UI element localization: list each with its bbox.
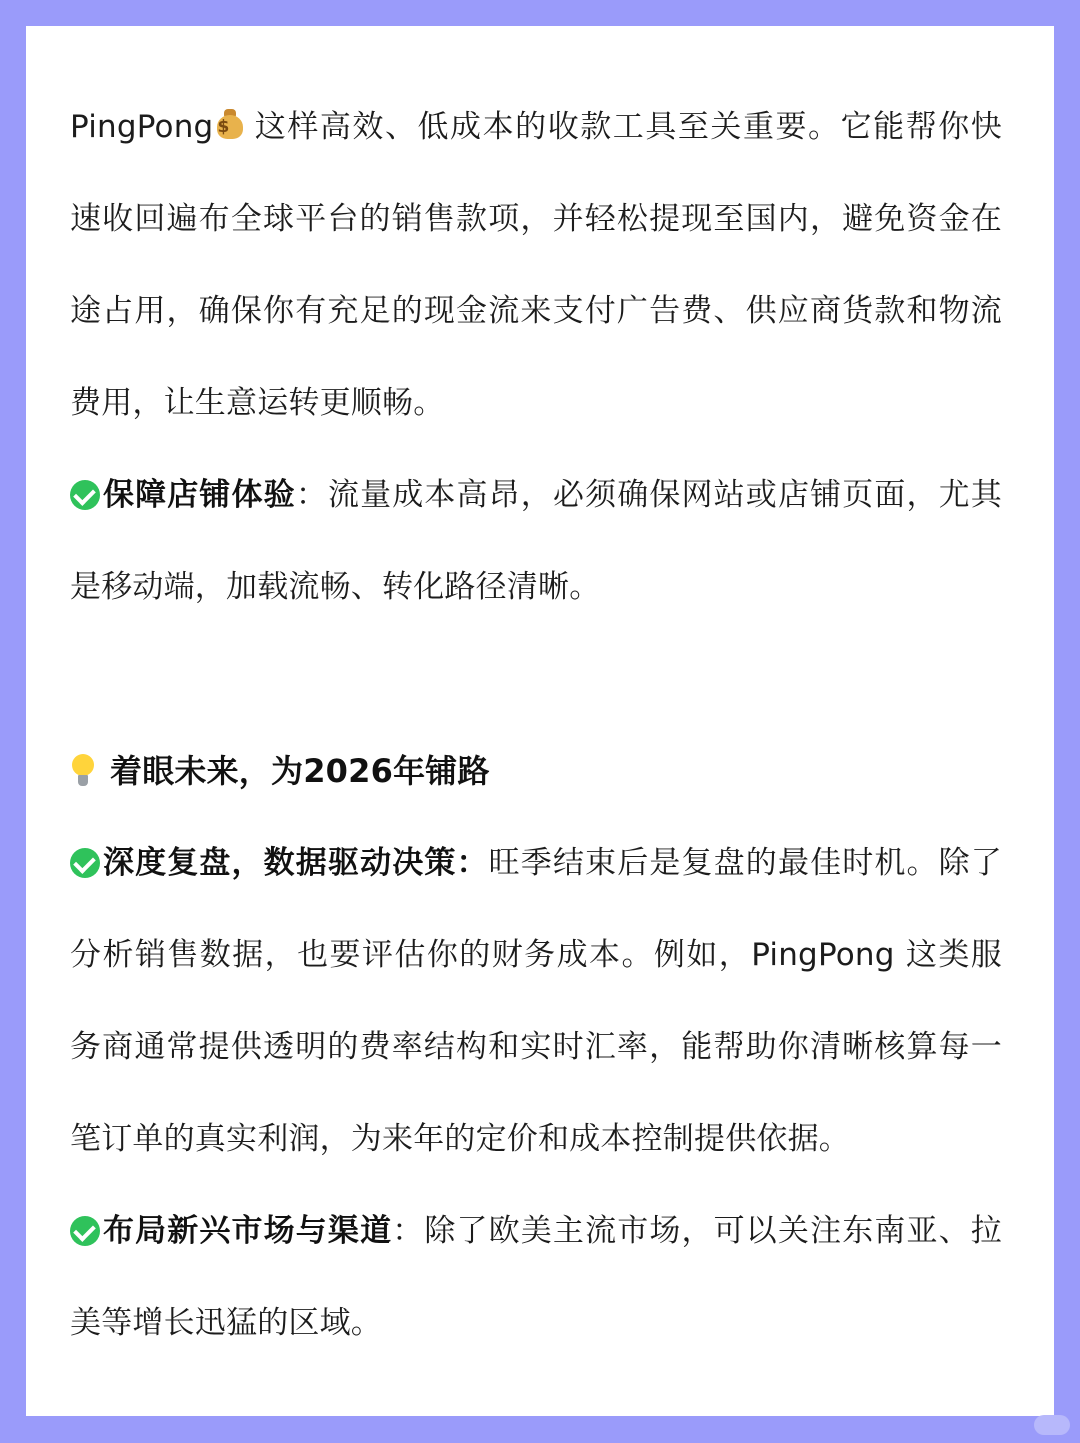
review-title: 深度复盘，数据驱动决策： — [102, 845, 489, 881]
markets-text: ：除了欧美主流市场，可以关注东南亚、拉 — [392, 1213, 1002, 1249]
paragraph-1-line-1-text: 这样高效、低成本的收款工具至关重要。它能帮你快 — [253, 109, 1002, 145]
paragraph-1-line-3: 途占用，确保你有充足的现金流来支付广告费、供应商货款和物流 — [70, 293, 1002, 329]
review-line-2: 分析销售数据，也要评估你的财务成本。例如，PingPong 这类服 — [70, 937, 1002, 973]
review-line-4: 笔订单的真实利润，为来年的定价和成本控制提供依据。 — [70, 1121, 850, 1157]
brand-name: PingPong — [70, 109, 214, 145]
section-heading — [70, 746, 490, 796]
markets-line-1 — [70, 1206, 1002, 1256]
review-line-3: 务商通常提供透明的费率结构和实时汇率，能帮助你清晰核算每一 — [70, 1029, 1002, 1065]
markets-title: 布局新兴市场与渠道 — [102, 1213, 393, 1249]
check-icon — [70, 848, 100, 878]
store-experience-line-1 — [70, 470, 1002, 520]
lightbulb-icon — [70, 754, 96, 788]
money-bag-icon: $ — [217, 109, 243, 139]
check-icon — [70, 1216, 100, 1246]
section-heading-text: 着眼未来，为2026年铺路 — [110, 752, 490, 790]
markets-line-2: 美等增长迅猛的区域。 — [70, 1305, 382, 1341]
review-text: 旺季结束后是复盘的最佳时机。除了 — [488, 845, 1002, 881]
watermark-badge — [1034, 1415, 1070, 1435]
store-experience-title: 保障店铺体验 — [102, 477, 296, 513]
paragraph-1-line-1 — [70, 102, 1002, 152]
review-line-1 — [70, 838, 1002, 888]
paragraph-1-line-4: 费用，让生意运转更顺畅。 — [70, 385, 445, 421]
check-icon — [70, 480, 100, 510]
store-experience-text: ：流量成本高昂，必须确保网站或店铺页面，尤其 — [295, 477, 1003, 513]
paragraph-1-line-2: 速收回遍布全球平台的销售款项，并轻松提现至国内，避免资金在 — [70, 201, 1002, 237]
store-experience-line-2: 是移动端，加载流畅、转化路径清晰。 — [70, 569, 601, 605]
